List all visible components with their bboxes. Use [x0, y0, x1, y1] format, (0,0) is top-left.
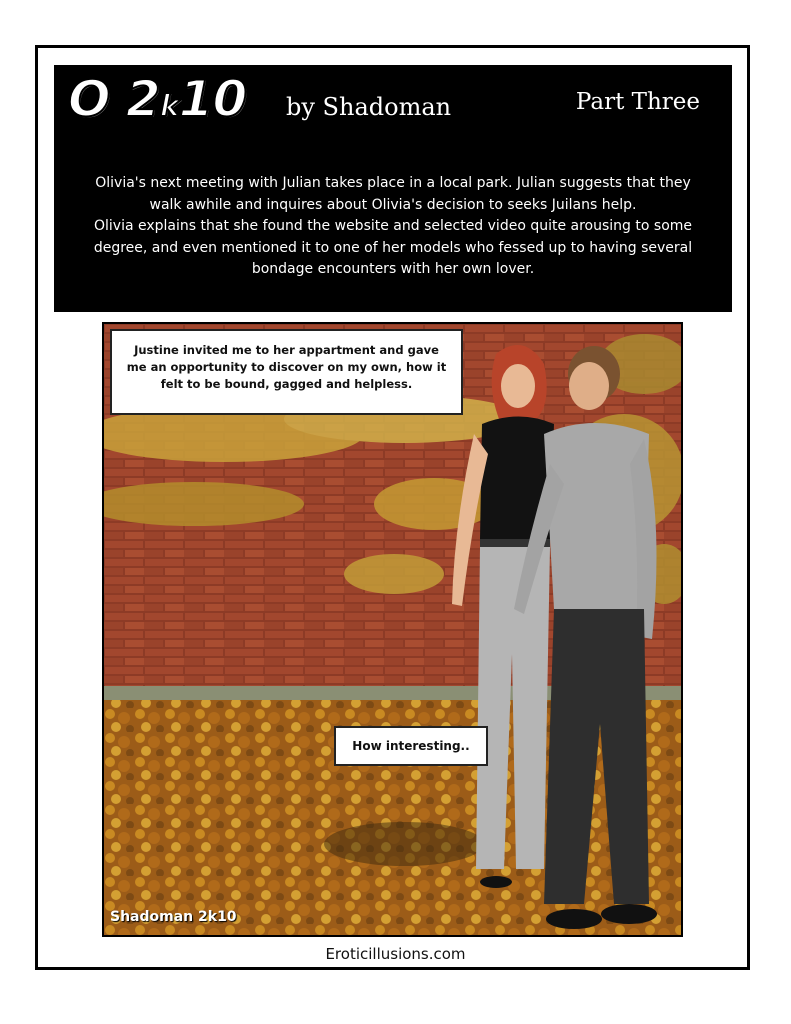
part-label: Part Three	[575, 89, 700, 115]
intro-paragraph-2: Olivia explains that she found the website and selected video quite arousing to some degree, and even mentioned it to one of her models who fessed up to having several bondage encounters with her own lover.	[93, 218, 693, 277]
comic-title: O 2k10	[68, 70, 247, 128]
scene-illustration	[104, 324, 681, 935]
header-box	[54, 65, 732, 312]
byline: by Shadoman	[286, 93, 452, 121]
speech-bubble-julian: How interesting..	[334, 726, 488, 766]
intro-text	[78, 173, 708, 281]
artist-credit: Shadoman 2k10	[110, 909, 237, 925]
speech-bubble-olivia: Justine invited me to her appartment and gave me an opportunity to discover on my own, how it felt to be bound, gagged and helpless.	[110, 329, 463, 415]
intro-paragraph-1: Olivia's next meeting with Julian takes place in a local park. Julian suggests that they walk awhile and inquires about Olivia's decision to seeks Juilans help.	[95, 175, 691, 213]
website-footer[interactable]: Eroticillusions.com	[325, 945, 466, 963]
comic-panel	[102, 322, 683, 937]
